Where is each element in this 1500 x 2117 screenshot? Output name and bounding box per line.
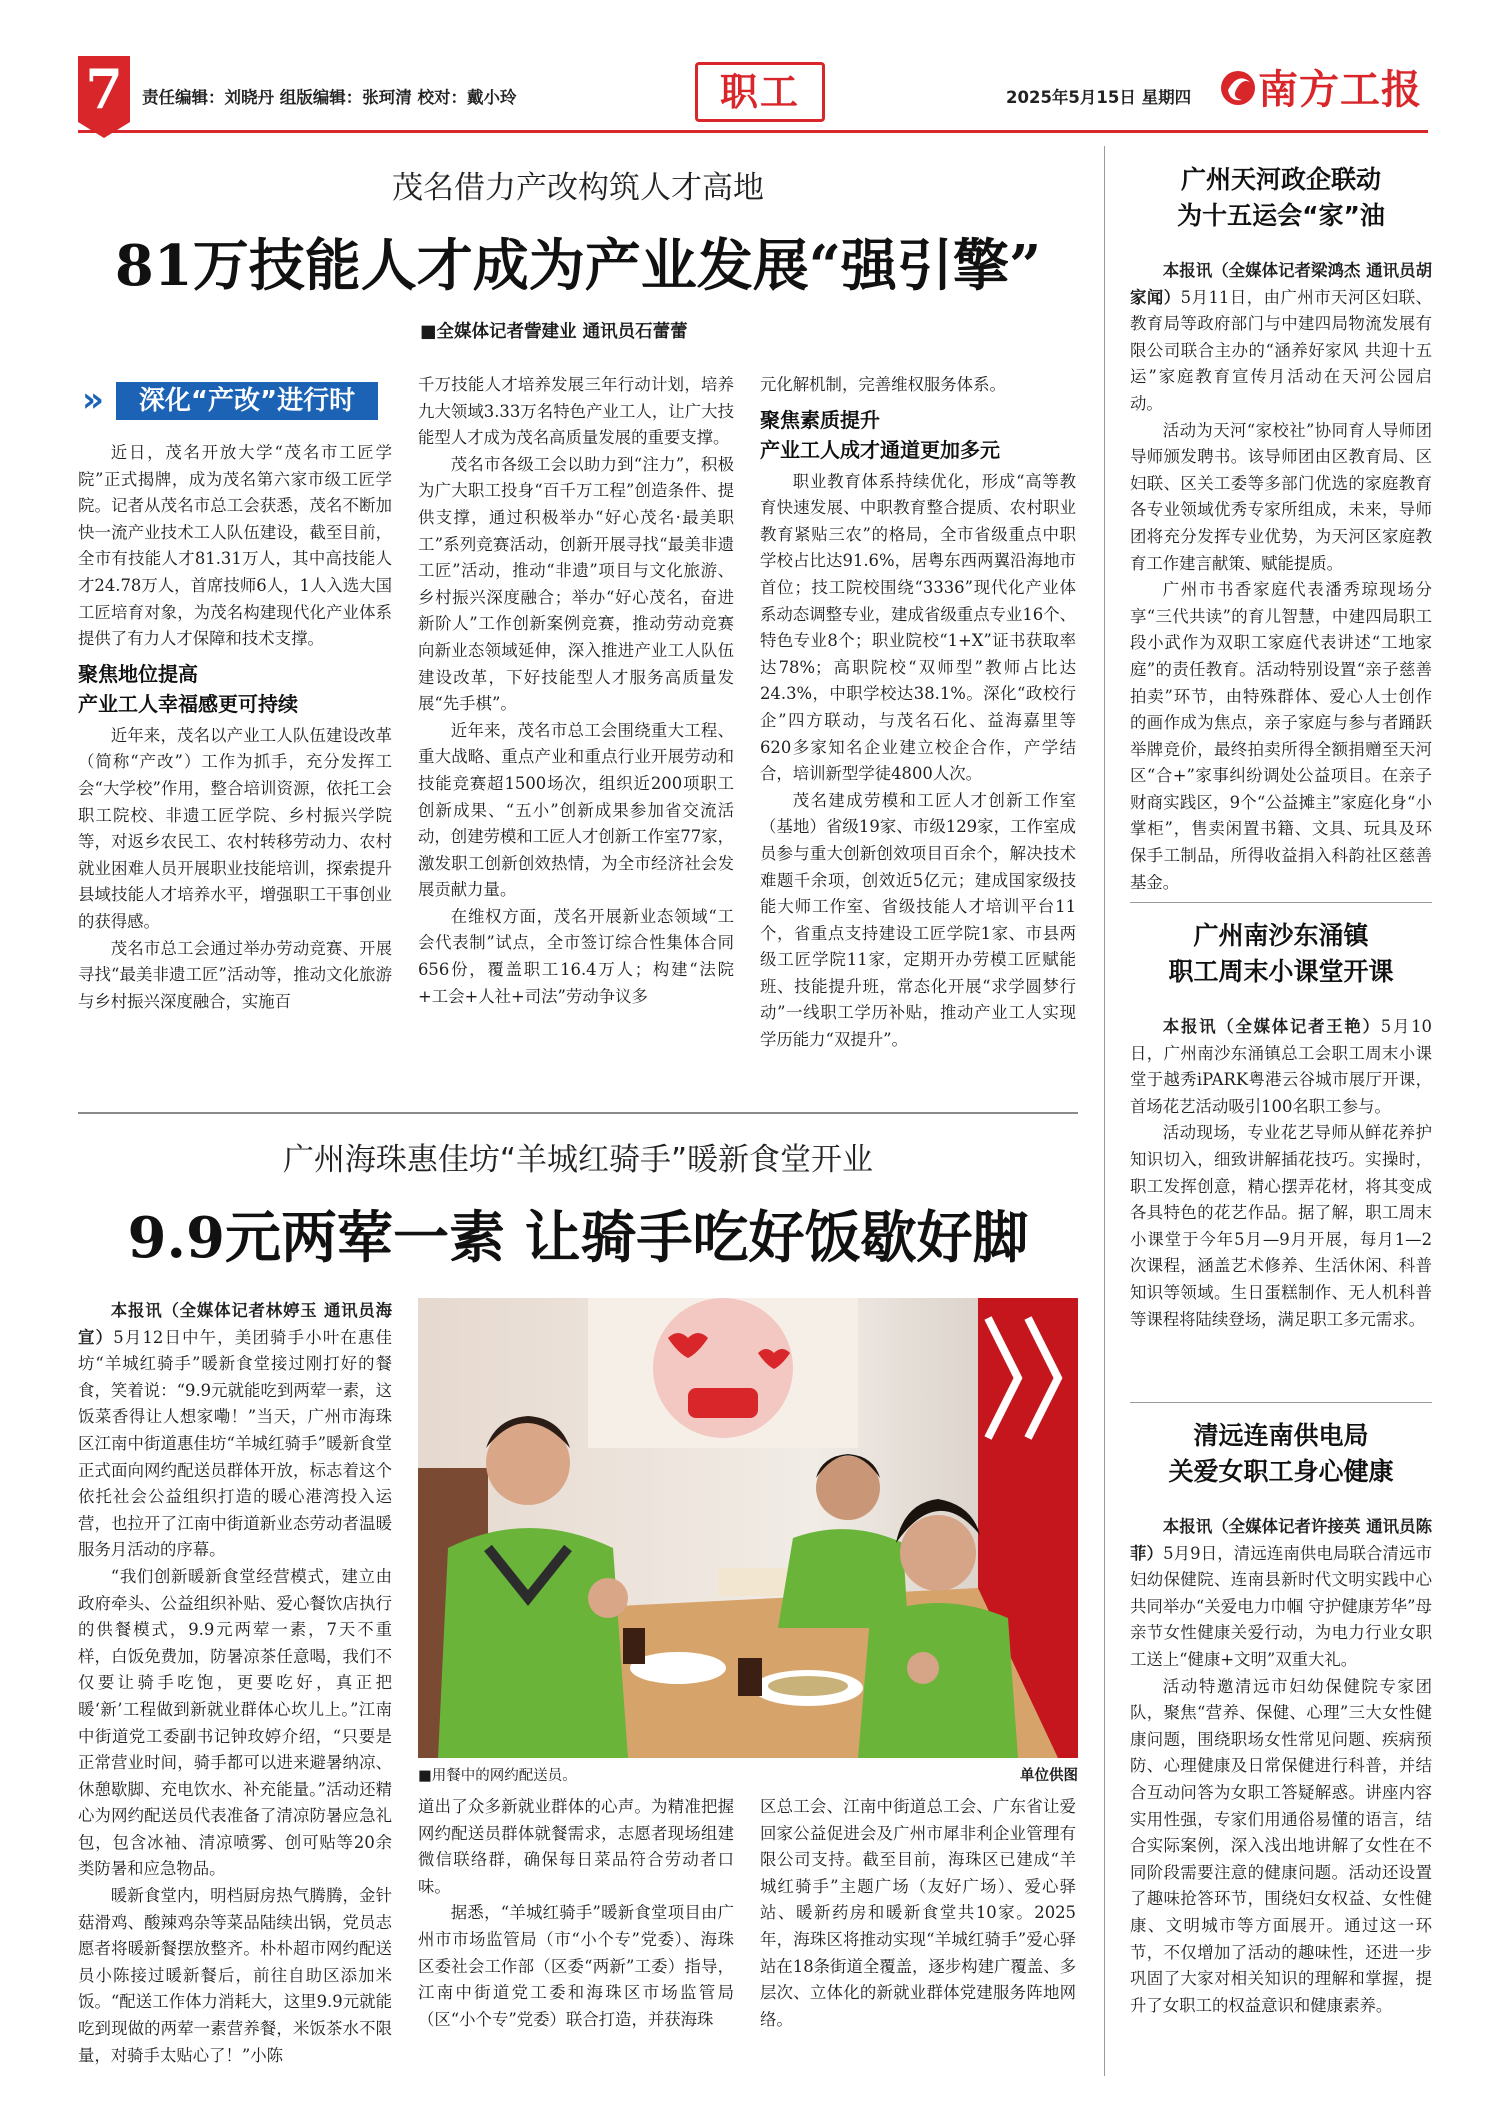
article2-paragraph bbox=[78, 1298, 392, 1564]
article1-paragraph: 职业教育体系持续优化，形成“高等教育快速发展、中职教育整合提质、农村职业教育紧贴三农”的格局，全市省级重点中职学校占比达91.6%，居粤东西两翼沿海地市首位；技工院校围绕“3336”现代化产业体系动态调整专业，建成省级重点专业16个、特色专业8个；职业院校“1+X”证书获取率达78%；高职院校“双师型”教师占比达24.3%，中职学校达38.1%。深化“政校行企”四方联动，与茂名石化、益海嘉里等620多家知名企业建立校企合作，产学结合，培训新型学徒4800人次。 bbox=[760, 471, 1076, 784]
sidebar-paragraph: 活动现场，专业花艺导师从鲜花养护知识切入，细致讲解插花技巧。实操时，职工发挥创意，精心摆弄花材，将其变成各具特色的花艺作品。据了解，职工周末小课堂于今年5月—9月开展，每月1—2次课程，涵盖艺术修养、生活休闲、科普知识等领域。生日蛋糕制作、无人机科普等课程将陆续登场，满足职工多元需求。 bbox=[1130, 1123, 1432, 1329]
photo-caption-text: ■用餐中的网约配送员。 bbox=[418, 1768, 577, 1784]
article2-paragraph: 暖新食堂内，明档厨房热气腾腾，金针菇滑鸡、酸辣鸡杂等菜品陆续出锅，党员志愿者将暖新餐摆放整齐。朴朴超市网约配送员小陈接过暖新餐后，前往自助区添加米饭。“配送工作体力消耗大，这里9.9元就能吃到现做的两荤一素营养餐，米饭茶水不限量，对骑手太贴心了！”小陈 bbox=[78, 1886, 392, 2065]
photo-credit: 单位供图 bbox=[1020, 1768, 1078, 1784]
editor-credits: 责任编辑：刘晓丹 组版编辑：张珂清 校对：戴小玲 bbox=[142, 88, 517, 107]
article1-paragraph: 茂名建成劳模和工匠人才创新工作室（基地）省级19家、市级129家，工作室成员参与重大创新创效项目百余个，解决技术难题千余项，创效近5亿元；建成国家级技能大师工作室、省级技能人才培训平台11个，省重点支持建设工匠学院1家、市县两级工匠学院11家，定期开办劳模工匠赋能班、技能提升班，常态化开展“求学圆梦行动”一线职工学历补贴，推动产业工人实现学历能力“双提升”。 bbox=[760, 790, 1076, 1050]
article1-kicker: 茂名借力产改构筑人才高地 bbox=[392, 170, 764, 206]
sidebar-separator bbox=[1130, 1402, 1432, 1403]
sidebar-story-3-body bbox=[1130, 1514, 1432, 2019]
sidebar-lead-text: 5月9日，清远连南供电局联合清远市妇幼保健院、连南县新时代文明实践中心共同举办“关爱电力巾帼 守护健康芳华”母亲节女性健康关爱行动，为电力行业女职工送上“健康+文明”双重大礼。 bbox=[1130, 1543, 1432, 1669]
sidebar-story-1-lead: 本报讯（全媒体记者梁鸿杰 通讯员胡家闻） bbox=[1130, 261, 1432, 307]
article-divider bbox=[78, 1112, 1078, 1114]
article1-byline: ■全媒体记者訾建业 通讯员石蕾蕾 bbox=[420, 322, 688, 342]
newspaper-logo: 南方工报 bbox=[1258, 66, 1422, 113]
article1-paragraph: 近日，茂名开放大学“茂名市工匠学院”正式揭牌，成为茂名第六家市级工匠学院。记者从茂名市总工会获悉，茂名不断加快一流产业技术工人队伍建设，截至目前，全市有技能人才81.31万人，其中高技能人才24.78万人，首席技师6人，1人入选大国工匠培育对象，为茂名构建现代化产业体系提供了有力人才保障和技术支撑。 bbox=[78, 443, 392, 649]
article1-column-1 bbox=[78, 440, 392, 1015]
sidebar-paragraph bbox=[1130, 1514, 1432, 1674]
double-chevron-icon: » bbox=[82, 380, 104, 420]
sidebar-story-2-lead: 本报讯（全媒体记者王艳） bbox=[1162, 1017, 1381, 1036]
article1-paragraph: 近年来，茂名以产业工人队伍建设改革（简称“产改”）工作为抓手，充分发挥工会“大学校”作用，整合培训资源，依托工会职工院校、非遗工匠学院、乡村振兴学院等，对返乡农民工、农村转移劳动力、农村就业困难人员开展职业技能培训，探索提升县域技能人才培养水平，增强职工干事创业的获得感。 bbox=[78, 725, 392, 931]
sidebar-paragraph bbox=[1130, 258, 1432, 418]
article2-paragraph: 区总工会、江南中街道总工会、广东省让爱回家公益促进会及广州市犀非利企业管理有限公司支持。截至目前，海珠区已建成“羊城红骑手”主题广场（友好广场）、爱心驿站、暖新药房和暖新食堂共10家。2025年，海珠区将推动实现“羊城红骑手”爱心驿站在18条街道全覆盖，逐步构建广覆盖、多层次、立体化的新就业群体党建服务阵地网络。 bbox=[760, 1797, 1076, 2029]
sidebar-story-1-body bbox=[1130, 258, 1432, 896]
sidebar-paragraph: 活动为天河“家校社”协同育人导师团导师颁发聘书。该导师团由区教育局、区妇联、区关工委等多部门优选的家庭教育各专业领域优秀专家所组成，未来，导师团将充分发挥专业优势，为天河区家庭教育工作建言献策、赋能提质。 bbox=[1130, 420, 1432, 573]
article2-headline: 9.9元两荤一素 让骑手吃好饭歇好脚 bbox=[127, 1205, 1029, 1271]
article2-column-2 bbox=[418, 1794, 734, 2033]
delivery-riders-photo bbox=[418, 1298, 1078, 1758]
article1-paragraph: 千万技能人才培养发展三年行动计划，培养九大领域3.33万名特色产业工人，让广大技能型人才成为茂名高质量发展的重要支撑。 bbox=[418, 375, 734, 448]
article2-paragraph: 据悉，“羊城红骑手”暖新食堂项目由广州市市场监管局（市“小个专”党委）、海珠区委社会工作部（区委“两新”工委）指导，江南中街道党工委和海珠区市场监管局（区“小个专”党委）联合打造，并获海珠 bbox=[418, 1903, 734, 2029]
article2-lead-text: 5月12日中午，美团骑手小叶在惠佳坊“羊城红骑手”暖新食堂接过刚打好的餐食，笑着说：“9.9元就能吃到两荤一素，这饭菜香得让人想家嘞！”当天，广州市海珠区江南中街道惠佳坊“羊城红骑手”暖新食堂正式面向网约配送员群体开放，标志着这个依托社会公益组织打造的暖心港湾投入运营，也拉开了江南中街道新业态劳动者温暖服务月活动的序幕。 bbox=[78, 1327, 392, 1560]
article1-paragraph: 茂名市各级工会以助力到“注力”，积极为广大职工投身“百千万工程”创造条件、提供支撑，通过积极举办“好心茂名·最美职工”系列竞赛活动，创新开展寻找“最美非遗工匠”活动，推动“非遗”项目与文化旅游、乡村振兴深度融合；举办“好心茂名，奋进新阶人”工作创新案例竞赛，推动劳动竞赛向新业态领域延伸，深入推进产业工人队伍建设改革，下好技能型人才服务高质量发展“先手棋”。 bbox=[418, 454, 734, 714]
article1-paragraph: 茂名市总工会通过举办劳动竞赛、开展寻找“最美非遗工匠”活动等，推动文化旅游与乡村振兴深度融合，实施百 bbox=[78, 938, 392, 1011]
sidebar-story-1-title: 广州天河政企联动 为十五运会“家”油 bbox=[1177, 165, 1385, 230]
page-number: 7 bbox=[78, 56, 130, 122]
article2-lead: 本报讯（全媒体记者林婷玉 通讯员海宣） bbox=[78, 1301, 392, 1347]
article1-paragraph: 元化解机制，完善维权服务体系。 bbox=[760, 375, 1006, 394]
sidebar-story-3-lead: 本报讯（全媒体记者许接英 通讯员陈菲） bbox=[1130, 1517, 1432, 1563]
section-tag-label: 深化“产改”进行时 bbox=[116, 382, 378, 420]
article2-paragraph: “我们创新暖新食堂经营模式，建立由政府牵头、公益组织补贴、爱心餐饮店执行的供餐模式，9.9元两荤一素，7天不重样，白饭免费加，防暑凉茶任意喝，我们不仅要让骑手吃饱，更要吃好，真正把暖‘新’工程做到新就业群体心坎儿上。”江南中街道党工委副书记钟玫婷介绍，“只要是正常营业时间，骑手都可以进来避暑纳凉、休憩歇脚、充电饮水、补充能量。”活动还精心为网约配送员代表准备了清凉防暑应急礼包，包含冰袖、清凉喷雾、创可贴等20余类防暑和应急物品。 bbox=[78, 1566, 392, 1879]
article1-subheading-2: 聚焦素质提升 产业工人成才通道更加多元 bbox=[760, 407, 1000, 462]
header-divider bbox=[78, 130, 1428, 133]
article2-kicker: 广州海珠惠佳坊“羊城红骑手”暖新食堂开业 bbox=[282, 1142, 874, 1178]
sidebar-story-2-title: 广州南沙东涌镇 职工周末小课堂开课 bbox=[1168, 921, 1394, 986]
article1-column-2 bbox=[418, 372, 734, 1010]
issue-date: 2025年5月15日 星期四 bbox=[1006, 88, 1192, 107]
sidebar-paragraph bbox=[1130, 1014, 1432, 1120]
section-tag bbox=[82, 382, 378, 420]
sidebar-divider bbox=[1104, 146, 1105, 2076]
sidebar-story-3-title: 清远连南供电局 关爱女职工身心健康 bbox=[1168, 1421, 1394, 1486]
article1-headline: 81万技能人才成为产业发展“强引擎” bbox=[114, 233, 1042, 299]
article2-paragraph: 道出了众多新就业群体的心声。为精准把握网约配送员群体就餐需求，志愿者现场组建微信联络群，确保每日菜品符合劳动者口味。 bbox=[418, 1797, 734, 1896]
sidebar-story-2-body bbox=[1130, 1014, 1432, 1333]
article2-column-3 bbox=[760, 1794, 1076, 2033]
sidebar-paragraph: 活动特邀清远市妇幼保健院专家团队，聚焦“营养、保健、心理”三大女性健康问题，围绕职场女性常见问题、疾病预防、心理健康及日常保健进行科普，并结合互动问答为女职工答疑解惑。讲座内容实用性强，专家们用通俗易懂的语言，结合实际案例，深入浅出地讲解了女性在不同阶段需要注意的健康问题。活动还设置了趣味抢答环节，围绕妇女权益、女性健康、文明城市等方面展开。通过这一环节，不仅增加了活动的趣味性，还进一步巩固了大家对相关知识的理解和掌握，提升了女职工的权益意识和健康素养。 bbox=[1130, 1676, 1432, 2015]
article1-paragraph: 在维权方面，茂名开展新业态领域“工会代表制”试点，全市签订综合性集体合同656份，覆盖职工16.4万人；构建“法院+工会+人社+司法”劳动争议多 bbox=[418, 906, 734, 1006]
sidebar-separator bbox=[1130, 902, 1432, 903]
section-label: 职工 bbox=[695, 62, 825, 122]
sidebar-lead-text: 5月10日，广州南沙东涌镇总工会职工周末小课堂于越秀iPARK粤港云谷城市展厅开课，首场花艺活动吸引100名职工参与。 bbox=[1130, 1017, 1432, 1116]
sidebar-lead-text: 5月11日，由广州市天河区妇联、教育局等政府部门与中建四局物流发展有限公司联合主办的“涵养好家风 共迎十五运”家庭教育宣传月活动在天河公园启动。 bbox=[1130, 287, 1432, 413]
article1-column-3 bbox=[760, 372, 1076, 1054]
article1-subheading-1: 聚焦地位提高 产业工人幸福感更可持续 bbox=[78, 661, 298, 716]
article2-column-1 bbox=[78, 1298, 392, 2069]
sidebar-paragraph: 广州市书香家庭代表潘秀琼现场分享“三代共读”的育儿智慧，中建四局职工段小武作为双职工家庭代表讲述“工地家庭”的责任教育。活动特别设置“亲子慈善拍卖”环节，由特殊群体、爱心人士创作的画作成为焦点，亲子家庭与参与者踊跃举牌竞价，最终拍卖所得全额捐赠至天河区“合+”家事纠纷调处公益项目。在亲子财商实践区，9个“公益摊主”家庭化身“小掌柜”，售卖闲置书籍、文具、玩具及环保手工制品，所得收益捐入科韵社区慈善基金。 bbox=[1130, 580, 1432, 892]
article1-paragraph: 近年来，茂名市总工会围绕重大工程、重大战略、重点产业和重点行业开展劳动和技能竞赛超1500场次，组织近200项职工创新成果、“五小”创新成果参加省交流活动，创建劳模和工匠人才创新工作室77家，激发职工创新创效热情，为全市经济社会发展贡献力量。 bbox=[418, 720, 734, 900]
